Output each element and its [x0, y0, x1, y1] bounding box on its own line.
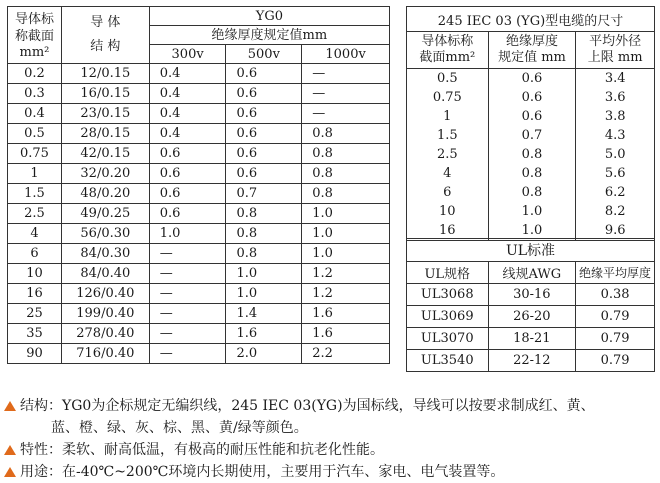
yg0-cell-v300: 0.4 [149, 124, 226, 144]
yg0-cell-v1000: 0.8 [302, 124, 390, 144]
yg0-cell-size: 25 [8, 304, 62, 324]
iec-cell-diameter: 5.6 [576, 164, 655, 183]
yg0-cell-v300: 1.0 [149, 224, 226, 244]
yg0-size-label: 导体标称截面 [14, 11, 54, 44]
yg0-cell-v500: 0.8 [226, 204, 302, 224]
yg0-table-row [8, 224, 390, 244]
yg0-cell-structure: 84/0.30 [61, 244, 149, 264]
ul-cell-spec: UL3069 [407, 306, 489, 328]
yg0-cell-v1000: 1.6 [302, 324, 390, 344]
triangle-bullet-icon [4, 445, 16, 455]
yg0-table-row [8, 324, 390, 344]
iec-col-size-header [407, 32, 489, 69]
note-features-text: 特性：柔软、耐高低温，有极高的耐压性能和抗老化性能。 [20, 442, 384, 458]
iec-table-row [407, 202, 655, 221]
yg0-table-row [8, 64, 390, 84]
yg0-table [7, 6, 390, 364]
yg0-cell-v1000: 1.2 [302, 264, 390, 284]
note-features [4, 439, 656, 461]
yg0-cell-v300: — [149, 344, 226, 364]
yg0-cell-v500: 1.0 [226, 284, 302, 304]
yg0-group-title: YG0 [149, 7, 389, 26]
yg0-cell-v300: — [149, 284, 226, 304]
yg0-cell-size: 10 [8, 264, 62, 284]
notes-section [4, 395, 656, 483]
note-usage [4, 461, 656, 483]
ul-col-awg-header: 线规AWG [488, 262, 576, 284]
iec-cell-diameter: 5.0 [576, 145, 655, 164]
yg0-cell-v300: — [149, 264, 226, 284]
ul-table-row [407, 350, 655, 372]
yg0-cell-v1000: 1.6 [302, 304, 390, 324]
yg0-cell-v500: 0.8 [226, 244, 302, 264]
note-usage-text: 用途：在-40℃~200℃环境内长期使用，主要用于汽车、家电、电气装置等。 [20, 464, 505, 480]
yg0-size-unit: mm² [19, 44, 50, 60]
yg0-cell-v1000: 1.0 [302, 204, 390, 224]
iec-col-diameter-line2: 上限 mm [587, 50, 643, 65]
iec-table-row [407, 164, 655, 183]
yg0-cell-size: 4 [8, 224, 62, 244]
yg0-cell-v500: 0.6 [226, 104, 302, 124]
yg0-cell-structure: 278/0.40 [61, 324, 149, 344]
ul-table [406, 238, 655, 372]
note-structure-text: 结构：YG0为企标规定无编织线，245 IEC 03(YG)为国标线，导线可以按要求制成红、黄、 [20, 398, 595, 414]
ul-cell-spec: UL3540 [407, 350, 489, 372]
yg0-cell-size: 16 [8, 284, 62, 304]
yg0-cell-structure: 32/0.20 [61, 164, 149, 184]
iec-cell-size: 0.75 [407, 88, 489, 107]
yg0-cell-structure: 16/0.15 [61, 84, 149, 104]
yg0-voltage-header: 300v [149, 45, 226, 64]
ul-cell-spec: UL3070 [407, 328, 489, 350]
iec-col-thickness-line1: 绝缘厚度 [505, 34, 558, 49]
yg0-structure-line1: 导 体 [90, 15, 121, 30]
iec-cell-size: 6 [407, 183, 489, 202]
iec-cell-thickness: 0.6 [488, 107, 576, 126]
yg0-cell-v500: 0.6 [226, 124, 302, 144]
iec-cell-size: 10 [407, 202, 489, 221]
iec-cell-thickness: 0.6 [488, 88, 576, 107]
iec-cell-thickness: 0.8 [488, 183, 576, 202]
iec-cell-diameter: 9.6 [576, 221, 655, 241]
iec-col-thickness-header [488, 32, 576, 69]
yg0-cell-v500: 1.4 [226, 304, 302, 324]
yg0-table-row [8, 84, 390, 104]
yg0-cell-v1000: — [302, 64, 390, 84]
ul-col-thickness-header: 绝缘平均厚度 [576, 262, 655, 284]
yg0-table-row [8, 244, 390, 264]
yg0-cell-v500: 0.6 [226, 64, 302, 84]
yg0-cell-structure: 126/0.40 [61, 284, 149, 304]
yg0-cell-v500: 0.7 [226, 184, 302, 204]
iec-cell-thickness: 0.8 [488, 145, 576, 164]
yg0-cell-v300: — [149, 324, 226, 344]
iec-cell-size: 4 [407, 164, 489, 183]
ul-cell-spec: UL3068 [407, 284, 489, 306]
iec-cell-size: 0.5 [407, 69, 489, 89]
iec-col-size-line1: 导体标称 [421, 34, 474, 49]
iec-cell-thickness: 0.8 [488, 164, 576, 183]
yg0-cell-structure: 49/0.25 [61, 204, 149, 224]
yg0-cell-v1000: 1.2 [302, 284, 390, 304]
yg0-table-row [8, 104, 390, 124]
note-structure [4, 395, 656, 417]
yg0-cell-structure: 84/0.40 [61, 264, 149, 284]
yg0-cell-size: 1.5 [8, 184, 62, 204]
yg0-cell-v500: 0.6 [226, 144, 302, 164]
iec-table-title: 245 IEC 03 (YG)型电缆的尺寸 [407, 7, 655, 32]
yg0-cell-structure: 28/0.15 [61, 124, 149, 144]
yg0-voltage-header: 1000v [302, 45, 390, 64]
iec-cell-diameter: 8.2 [576, 202, 655, 221]
yg0-cell-structure: 23/0.15 [61, 104, 149, 124]
yg0-cell-v1000: 2.2 [302, 344, 390, 364]
yg0-cell-size: 0.5 [8, 124, 62, 144]
yg0-cell-v300: — [149, 304, 226, 324]
yg0-cell-v300: 0.4 [149, 84, 226, 104]
iec-cell-thickness: 0.6 [488, 69, 576, 89]
iec-table-row [407, 126, 655, 145]
iec-table-row [407, 69, 655, 89]
yg0-table-row [8, 124, 390, 144]
yg0-cell-size: 35 [8, 324, 62, 344]
ul-table-row [407, 328, 655, 350]
yg0-table-row [8, 264, 390, 284]
iec-table-row [407, 88, 655, 107]
iec-table-row [407, 145, 655, 164]
yg0-cell-v500: 0.6 [226, 84, 302, 104]
yg0-cell-v300: 0.4 [149, 64, 226, 84]
yg0-cell-v1000: 0.8 [302, 144, 390, 164]
yg0-cell-v1000: 0.8 [302, 184, 390, 204]
yg0-cell-size: 2.5 [8, 204, 62, 224]
ul-cell-thickness: 0.79 [576, 350, 655, 372]
yg0-table-row [8, 304, 390, 324]
iec-cell-diameter: 4.3 [576, 126, 655, 145]
yg0-cell-v300: 0.6 [149, 184, 226, 204]
yg0-cell-size: 6 [8, 244, 62, 264]
yg0-col-size-header [8, 7, 62, 64]
yg0-cell-structure: 48/0.20 [61, 184, 149, 204]
iec-cell-size: 1.5 [407, 126, 489, 145]
iec-cell-diameter: 3.6 [576, 88, 655, 107]
yg0-cell-structure: 42/0.15 [61, 144, 149, 164]
yg0-cell-structure: 199/0.40 [61, 304, 149, 324]
yg0-cell-size: 0.75 [8, 144, 62, 164]
yg0-cell-v1000: — [302, 84, 390, 104]
yg0-cell-v300: 0.6 [149, 144, 226, 164]
note-structure-continued: 蓝、橙、绿、灰、棕、黑、黄/绿等颜色。 [51, 420, 308, 436]
ul-cell-thickness: 0.38 [576, 284, 655, 306]
yg0-cell-v300: 0.6 [149, 204, 226, 224]
triangle-bullet-icon [4, 467, 16, 477]
yg0-cell-size: 90 [8, 344, 62, 364]
yg0-cell-v1000: 1.0 [302, 224, 390, 244]
yg0-structure-line2: 结 构 [90, 39, 121, 54]
yg0-cell-v1000: 1.0 [302, 244, 390, 264]
yg0-group-subtitle: 绝缘厚度规定值mm [149, 26, 389, 45]
iec-col-thickness-line2: 规定值 mm [498, 50, 566, 65]
ul-cell-thickness: 0.79 [576, 306, 655, 328]
yg0-cell-v500: 0.8 [226, 224, 302, 244]
ul-table-row [407, 306, 655, 328]
yg0-cell-v500: 1.0 [226, 264, 302, 284]
iec-cell-thickness: 1.0 [488, 202, 576, 221]
yg0-cell-v300: 0.6 [149, 164, 226, 184]
triangle-bullet-icon [4, 401, 16, 411]
iec-table [406, 6, 655, 241]
iec-cell-diameter: 6.2 [576, 183, 655, 202]
yg0-col-structure-header [61, 7, 149, 64]
yg0-cell-v500: 2.0 [226, 344, 302, 364]
ul-cell-awg: 18-21 [488, 328, 576, 350]
yg0-table-row [8, 284, 390, 304]
yg0-table-row [8, 164, 390, 184]
iec-table-row [407, 107, 655, 126]
yg0-table-row [8, 144, 390, 164]
yg0-cell-structure: 12/0.15 [61, 64, 149, 84]
yg0-cell-size: 0.3 [8, 84, 62, 104]
yg0-voltage-header: 500v [226, 45, 302, 64]
iec-cell-size: 1 [407, 107, 489, 126]
yg0-cell-v300: — [149, 244, 226, 264]
yg0-cell-v300: 0.4 [149, 104, 226, 124]
iec-table-row [407, 183, 655, 202]
yg0-table-row [8, 344, 390, 364]
yg0-table-row [8, 184, 390, 204]
yg0-cell-structure: 716/0.40 [61, 344, 149, 364]
yg0-cell-structure: 56/0.30 [61, 224, 149, 244]
yg0-cell-v500: 1.6 [226, 324, 302, 344]
iec-col-size-line2: 截面mm² [419, 50, 476, 65]
yg0-cell-size: 0.4 [8, 104, 62, 124]
ul-cell-thickness: 0.79 [576, 328, 655, 350]
ul-cell-awg: 26-20 [488, 306, 576, 328]
iec-col-diameter-line1: 平均外径 [589, 34, 642, 49]
iec-cell-size: 16 [407, 221, 489, 241]
ul-col-spec-header: UL规格 [407, 262, 489, 284]
yg0-table-row [8, 204, 390, 224]
yg0-cell-v500: 0.6 [226, 164, 302, 184]
ul-table-title: UL标准 [407, 239, 655, 262]
iec-cell-diameter: 3.8 [576, 107, 655, 126]
iec-cell-thickness: 0.7 [488, 126, 576, 145]
iec-col-diameter-header [576, 32, 655, 69]
ul-table-row [407, 284, 655, 306]
yg0-cell-v1000: 0.8 [302, 164, 390, 184]
iec-cell-diameter: 3.4 [576, 69, 655, 89]
yg0-cell-v1000: — [302, 104, 390, 124]
ul-cell-awg: 22-12 [488, 350, 576, 372]
ul-cell-awg: 30-16 [488, 284, 576, 306]
yg0-cell-size: 0.2 [8, 64, 62, 84]
iec-cell-thickness: 1.0 [488, 221, 576, 241]
yg0-cell-size: 1 [8, 164, 62, 184]
iec-cell-size: 2.5 [407, 145, 489, 164]
